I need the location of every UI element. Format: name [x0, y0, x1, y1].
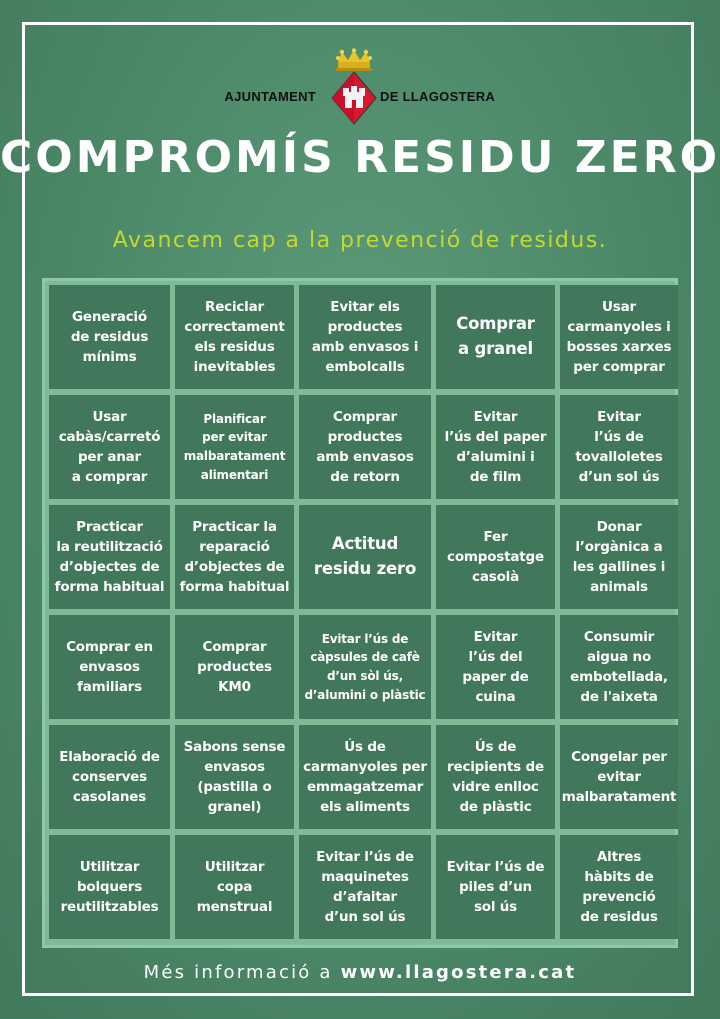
header-ajuntament-text: AJUNTAMENT [224, 89, 316, 104]
habit-cell: Usar cabàs/carretó per anar a comprar [49, 395, 170, 499]
habit-cell: Ús de carmanyoles per emmagatzemar els aliments [299, 725, 431, 829]
habit-cell: Evitar l’ús de piles d’un sol ús [436, 835, 555, 939]
habit-cell: Utilitzar bolquers reutilitzables [49, 835, 170, 939]
habit-cell: Evitar els productes amb envasos i embolcalls [299, 285, 431, 389]
habit-cell: Usar carmanyoles i bosses xarxes per comprar [560, 285, 678, 389]
habit-cell: Evitar l’ús de maquinetes d’afaitar d’un sol ús [299, 835, 431, 939]
habit-cell: Practicar la reutilització d’objectes de forma habitual [49, 505, 170, 609]
footer-info [0, 962, 720, 983]
habit-cell: Evitar l’ús de càpsules de cafè d’un sòl ús, d’alumini o plàstic [299, 615, 431, 719]
habit-cell: Evitar l’ús de tovalloletes d’un sol ús [560, 395, 678, 499]
habit-cell: Comprar productes KM0 [175, 615, 294, 719]
habit-cell: Sabons sense envasos (pastilla o granel) [175, 725, 294, 829]
page-title: COMPROMÍS RESIDU ZERO [0, 132, 720, 183]
header [0, 44, 720, 128]
habit-cell: Comprar productes amb envasos de retorn [299, 395, 431, 499]
habit-cell: Comprar a granel [436, 285, 555, 389]
habit-cell: Generació de residus mínims [49, 285, 170, 389]
habit-cell: Donar l’orgànica a les gallines i animals [560, 505, 678, 609]
habit-cell: Altres hàbits de prevenció de residus [560, 835, 678, 939]
habit-cell: Practicar la reparació d’objectes de forma habitual [175, 505, 294, 609]
website-link[interactable]: www.llagostera.cat [340, 962, 577, 983]
habit-cell: Ús de recipients de vidre enlloc de plàstic [436, 725, 555, 829]
header-llagostera-text: DE LLAGOSTERA [380, 89, 496, 104]
habit-cell: Reciclar correctament els residus inevitables [175, 285, 294, 389]
footer-prefix: Més informació a [143, 962, 341, 983]
habit-cell: Consumir aigua no embotellada, de l'aixeta [560, 615, 678, 719]
habit-cell: Actitud residu zero [299, 505, 431, 609]
habit-cell: Utilitzar copa menstrual [175, 835, 294, 939]
habit-cell: Evitar l’ús del paper d’alumini i de film [436, 395, 555, 499]
municipal-coat-of-arms-icon [330, 48, 378, 126]
habits-grid [42, 278, 678, 948]
habit-cell: Fer compostatge casolà [436, 505, 555, 609]
habit-cell: Planificar per evitar malbaratament alimentari [175, 395, 294, 499]
habit-cell: Congelar per evitar malbaratament [560, 725, 678, 829]
page-subtitle: Avancem cap a la prevenció de residus. [112, 228, 608, 253]
habit-cell: Comprar en envasos familiars [49, 615, 170, 719]
habit-cell: Evitar l’ús del paper de cuina [436, 615, 555, 719]
habit-cell: Elaboració de conserves casolanes [49, 725, 170, 829]
